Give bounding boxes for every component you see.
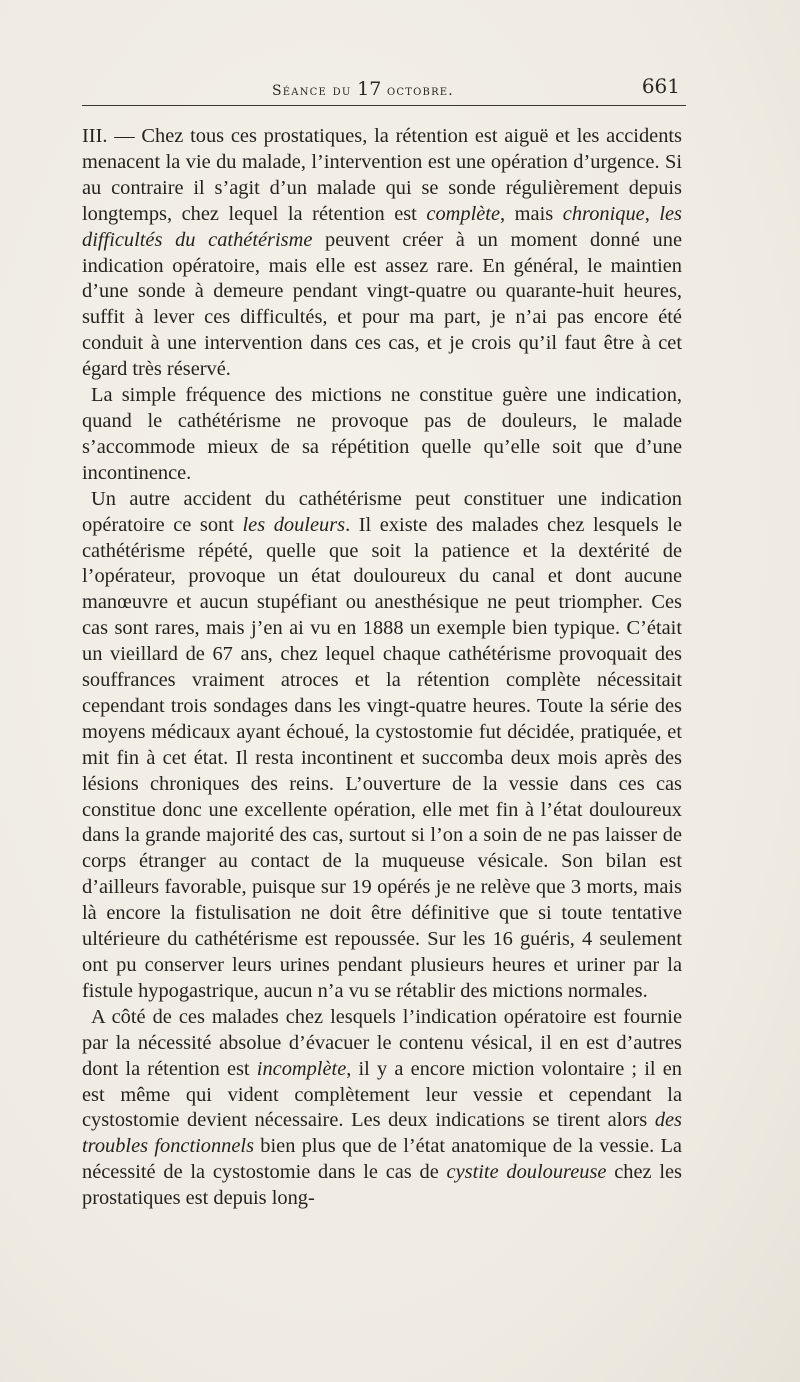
italic-text: incomplète — [256, 1057, 347, 1080]
running-title-prefix: Séance du — [272, 83, 358, 99]
text-run: chez les prostatiques est depuis long- — [82, 1161, 682, 1210]
text-run: , — [644, 202, 660, 225]
paragraph — [82, 487, 682, 1005]
italic-text: complète — [426, 202, 501, 225]
text-run: La simple fréquence des mictions ne constitue guère une indication, quand le cathétérisme ne provoque pas de douleurs, le malade s’accommode mieux de sa répétition quelle qu’elle soit que d’une incontinence. — [82, 384, 682, 484]
running-title-month: octobre. — [381, 83, 454, 99]
italic-text: cystite douloureuse — [446, 1161, 607, 1184]
paragraph — [82, 383, 682, 487]
text-run: III. — Chez tous ces prostatiques, la rétention est aiguë et les accidents menacent la vie du malade, l’intervention est une opération d’urgence. Si au contraire il s’agit d’un malade qui se sonde régulièrement depuis longtemps, chez lequel la rétention est — [82, 125, 682, 225]
text-run: A côté de ces malades chez lesquels l’indication opératoire est fournie par la nécessité absolue d’évacuer le contenu vésical, il en est d’autres dont la rétention est — [82, 1005, 682, 1080]
paragraph — [82, 1005, 682, 1212]
running-title — [272, 78, 454, 100]
page-number: 661 — [641, 74, 680, 98]
running-title-day: 17 — [357, 78, 382, 100]
page-header — [82, 74, 682, 100]
text-run: peuvent créer à un moment donné une indication opératoire, mais elle est assez rare. En général, le maintien d’une sonde à demeure pendant vingt-quatre ou quarante-huit heures, suffit à lever ces difficultés, et pour ma part, je n’ai pas encore été conduit à une intervention dans ces cas, et je crois qu’il faut être à cet égard très réservé. — [82, 228, 682, 381]
body-text — [82, 124, 682, 1212]
text-run: , il y a encore miction volontaire ; il en est même qui vident complètement leur vessie et cependant la cystostomie devient nécessaire. Les deux indications se tirent alors — [82, 1057, 683, 1132]
paragraph — [82, 124, 682, 383]
text-run: . Il existe des malades chez lesquels le cathétérisme répété, quelle que soit la patience et la dextérité de l’opérateur, provoque un état douloureux du canal et dont aucune manœuvre et aucun stupéfiant ou anesthésique ne peut triompher. Ces cas sont rares, mais j’en ai vu en 1888 un exemple bien typique. C’était un vieillard de 67 ans, chez lequel chaque cathétérisme provoquait des souffrances vraiment atroces et la rétention complète nécessitait cependant trois sondages dans les vingt-quatre heures. Toute la série des moyens médicaux ayant échoué, la cystostomie fut décidée, pratiquée, et mit fin à cet état. Il resta incontinent et succomba deux mois après des lésions chroniques des reins. L’ouverture de la vessie dans ces cas constitue donc une excellente opération, elle met fin à l’état douloureux dans la grande majorité des cas, surtout si l’on a soin de ne pas laisser de corps étranger au contact de la muqueuse vésicale. Son bilan est d’ailleurs favorable, puisque sur 19 opérés je ne relève que 3 morts, mais là encore la fistulisation ne doit être définitive que si toute tentative ultérieure du cathétérisme est repoussée. Sur les 16 guéris, 4 seulement ont pu conserver leurs urines pendant plusieurs heures et uriner par la fistule hypogastrique, aucun n’a vu se rétablir des mictions normales. — [82, 513, 682, 1002]
italic-text: les douleurs — [242, 513, 346, 536]
italic-text: des troubles fonctionnels — [82, 1109, 682, 1158]
italic-text: les difficultés du cathétérisme — [82, 202, 682, 251]
text-run: , mais — [500, 202, 563, 225]
text-run: bien plus que de l’état anatomique de la vessie. La nécessité de la cystostomie dans le cas de — [82, 1135, 682, 1184]
italic-text: chronique — [562, 202, 645, 225]
text-run: Un autre accident du cathétérisme peut constituer une indication opératoire ce sont — [82, 487, 682, 536]
header-rule — [82, 105, 686, 106]
